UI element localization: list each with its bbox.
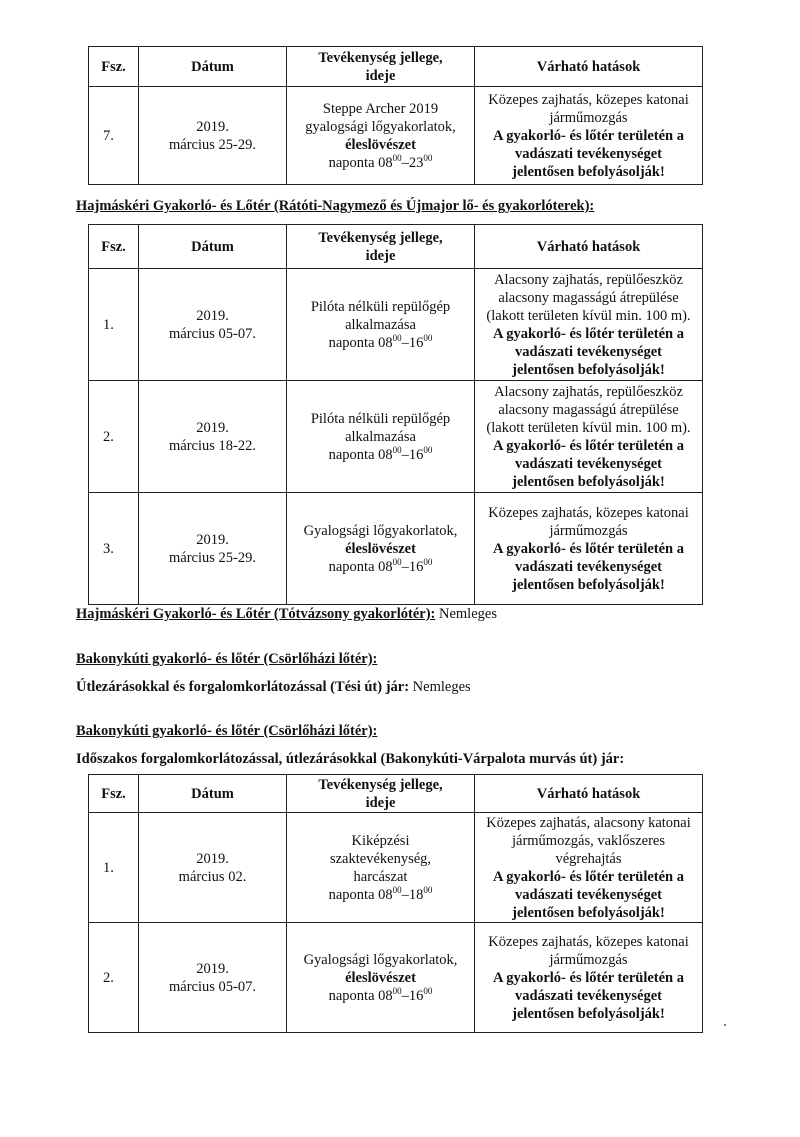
effect-line: járműmozgás (549, 109, 628, 126)
time-end-minutes: 00 (423, 556, 433, 567)
time-end: –18 (401, 886, 424, 903)
activity-table-2 (88, 224, 703, 605)
effect-bold-line: vadászati tevékenységet (515, 987, 662, 1004)
date-line: március 18-22. (169, 437, 256, 454)
effect-line: Közepes zajhatás, közepes katonai (488, 91, 689, 108)
effect-bold-line: A gyakorló- és lőtér területén a (492, 969, 684, 986)
activity-line: Gyalogsági lőgyakorlatok, (303, 951, 458, 968)
cell-fsz: 1. (89, 813, 139, 923)
effect-line: járműmozgás, vaklőszeres (511, 832, 665, 849)
cell-effects (475, 923, 703, 1033)
time-start-minutes: 00 (392, 884, 402, 895)
date-line: 2019. (196, 960, 229, 977)
header-datum: Dátum (139, 47, 287, 87)
header-fsz: Fsz. (89, 225, 139, 269)
cell-activity (287, 381, 475, 493)
cell-date (139, 381, 287, 493)
header-fsz: Fsz. (89, 47, 139, 87)
header-datum: Dátum (139, 225, 287, 269)
effect-line: alacsony magasságú átrepülése (498, 289, 679, 306)
effect-line: Közepes zajhatás, közepes katonai (488, 504, 689, 521)
cell-activity (287, 923, 475, 1033)
time-start-minutes: 00 (392, 444, 402, 455)
cell-date (139, 813, 287, 923)
time-start-minutes: 00 (392, 556, 402, 567)
time-prefix: naponta 08 (328, 334, 393, 351)
date-line: március 05-07. (169, 978, 256, 995)
effect-bold-line: A gyakorló- és lőtér területén a (492, 540, 684, 557)
table-row (89, 87, 703, 185)
cell-date (139, 923, 287, 1033)
header-hatasok: Várható hatások (475, 775, 703, 813)
activity-table-3 (88, 774, 703, 1033)
table-row (89, 493, 703, 605)
time-start-minutes: 00 (392, 152, 402, 163)
effect-bold-line: vadászati tevékenységet (515, 145, 662, 162)
effect-line: (lakott területen kívül min. 100 m). (486, 419, 691, 436)
time-start-minutes: 00 (392, 985, 402, 996)
effect-bold-line: jelentősen befolyásolják! (512, 904, 665, 921)
scan-speck (724, 1024, 726, 1026)
effect-line: járműmozgás (549, 522, 628, 539)
activity-line: harcászat (353, 868, 408, 885)
effect-bold-line: jelentősen befolyásolják! (512, 576, 665, 593)
activity-bold-line: éleslövészet (345, 540, 416, 557)
effect-line: Alacsony zajhatás, repülőeszköz (494, 271, 683, 288)
activity-line: gyalogsági lőgyakorlatok, (305, 118, 456, 135)
effect-line: Közepes zajhatás, alacsony katonai (486, 814, 691, 831)
section-heading-varpalota-ut: Időszakos forgalomkorlátozással, útlezárásokkal (Bakonykúti-Várpalota murvás út) jár: (76, 751, 625, 767)
activity-time (291, 446, 470, 464)
cell-fsz: 2. (89, 923, 139, 1033)
cell-fsz: 3. (89, 493, 139, 605)
table-header-row (89, 47, 703, 87)
time-end: –16 (401, 987, 424, 1004)
effect-line: végrehajtás (555, 850, 622, 867)
activity-line: Pilóta nélküli repülőgép (310, 298, 451, 315)
cell-activity (287, 87, 475, 185)
cell-effects (475, 493, 703, 605)
table-header-row (89, 775, 703, 813)
time-end-minutes: 00 (423, 444, 433, 455)
header-jelleg: Tevékenység jellege, ideje (287, 775, 475, 813)
date-line: március 25-29. (169, 549, 256, 566)
cell-effects (475, 381, 703, 493)
date-line: 2019. (196, 307, 229, 324)
time-end: –16 (401, 558, 424, 575)
effect-line: (lakott területen kívül min. 100 m). (486, 307, 691, 324)
activity-line: alkalmazása (345, 316, 416, 333)
table-row (89, 813, 703, 923)
time-end: –23 (401, 154, 424, 171)
header-jelleg: Tevékenység jellege, ideje (287, 47, 475, 87)
table-row (89, 269, 703, 381)
effect-bold-line: vadászati tevékenységet (515, 558, 662, 575)
effect-bold-line: A gyakorló- és lőtér területén a (492, 325, 684, 342)
effect-bold-line: A gyakorló- és lőtér területén a (492, 868, 684, 885)
cell-effects (475, 813, 703, 923)
activity-line: Gyalogsági lőgyakorlatok, (303, 522, 458, 539)
activity-time (291, 154, 470, 172)
effect-bold-line: jelentősen befolyásolják! (512, 1005, 665, 1022)
time-end: –16 (401, 334, 424, 351)
effect-bold-line: A gyakorló- és lőtér területén a (492, 127, 684, 144)
effect-bold-line: jelentősen befolyásolják! (512, 361, 665, 378)
date-line: 2019. (196, 419, 229, 436)
date-line: 2019. (196, 850, 229, 867)
activity-line: Pilóta nélküli repülőgép (310, 410, 451, 427)
time-end-minutes: 00 (423, 985, 433, 996)
cell-fsz: 7. (89, 87, 139, 185)
time-end-minutes: 00 (423, 152, 433, 163)
header-hatasok: Várható hatások (475, 225, 703, 269)
section-heading-csorlohazi-2: Bakonykúti gyakorló- és lőtér (Csörlőházi lőtér): (76, 723, 378, 739)
effect-bold-line: vadászati tevékenységet (515, 886, 662, 903)
time-end-minutes: 00 (423, 884, 433, 895)
section-heading-csorlohazi-1: Bakonykúti gyakorló- és lőtér (Csörlőházi lőtér): (76, 651, 378, 667)
cell-fsz: 1. (89, 269, 139, 381)
effect-bold-line: jelentősen befolyásolják! (512, 163, 665, 180)
activity-line: szaktevékenység, (329, 850, 432, 867)
activity-line: Kiképzési (351, 832, 410, 849)
cell-date (139, 493, 287, 605)
header-datum: Dátum (139, 775, 287, 813)
date-line: március 25-29. (169, 136, 256, 153)
date-line: 2019. (196, 531, 229, 548)
time-prefix: naponta 08 (328, 886, 393, 903)
section-heading-ratoti: Hajmáskéri Gyakorló- és Lőtér (Rátóti-Nagymező és Újmajor lő- és gyakorlóterek): (76, 198, 595, 214)
cell-effects (475, 87, 703, 185)
activity-time (291, 558, 470, 576)
table-header-row (89, 225, 703, 269)
effect-bold-line: jelentősen befolyásolják! (512, 473, 665, 490)
section-heading-tesi-ut: Útlezárásokkal és forgalomkorlátozással (Tési út) jár: Nemleges (76, 679, 471, 695)
date-line: 2019. (196, 118, 229, 135)
time-prefix: naponta 08 (328, 987, 393, 1004)
section-heading-totvazsony: Hajmáskéri Gyakorló- és Lőtér (Tótvázsony gyakorlótér): Nemleges (76, 606, 497, 622)
cell-activity (287, 269, 475, 381)
table-row (89, 923, 703, 1033)
effect-bold-line: vadászati tevékenységet (515, 343, 662, 360)
activity-bold-line: éleslövészet (345, 969, 416, 986)
cell-activity (287, 813, 475, 923)
activity-table-1 (88, 46, 703, 185)
time-end: –16 (401, 446, 424, 463)
effect-bold-line: vadászati tevékenységet (515, 455, 662, 472)
activity-bold-line: éleslövészet (345, 136, 416, 153)
date-line: március 02. (178, 868, 247, 885)
time-prefix: naponta 08 (328, 446, 393, 463)
cell-fsz: 2. (89, 381, 139, 493)
table-row (89, 381, 703, 493)
effect-line: Alacsony zajhatás, repülőeszköz (494, 383, 683, 400)
effect-bold-line: A gyakorló- és lőtér területén a (492, 437, 684, 454)
cell-date (139, 269, 287, 381)
header-hatasok: Várható hatások (475, 47, 703, 87)
effect-line: járműmozgás (549, 951, 628, 968)
activity-time (291, 334, 470, 352)
effect-line: Közepes zajhatás, közepes katonai (488, 933, 689, 950)
activity-time (291, 987, 470, 1005)
activity-line: Steppe Archer 2019 (322, 100, 439, 117)
date-line: március 05-07. (169, 325, 256, 342)
cell-activity (287, 493, 475, 605)
time-prefix: naponta 08 (328, 558, 393, 575)
time-start-minutes: 00 (392, 332, 402, 343)
time-end-minutes: 00 (423, 332, 433, 343)
time-prefix: naponta 08 (328, 154, 393, 171)
activity-time (291, 886, 470, 904)
activity-line: alkalmazása (345, 428, 416, 445)
header-jelleg: Tevékenység jellege, ideje (287, 225, 475, 269)
cell-date (139, 87, 287, 185)
cell-effects (475, 269, 703, 381)
effect-line: alacsony magasságú átrepülése (498, 401, 679, 418)
header-fsz: Fsz. (89, 775, 139, 813)
